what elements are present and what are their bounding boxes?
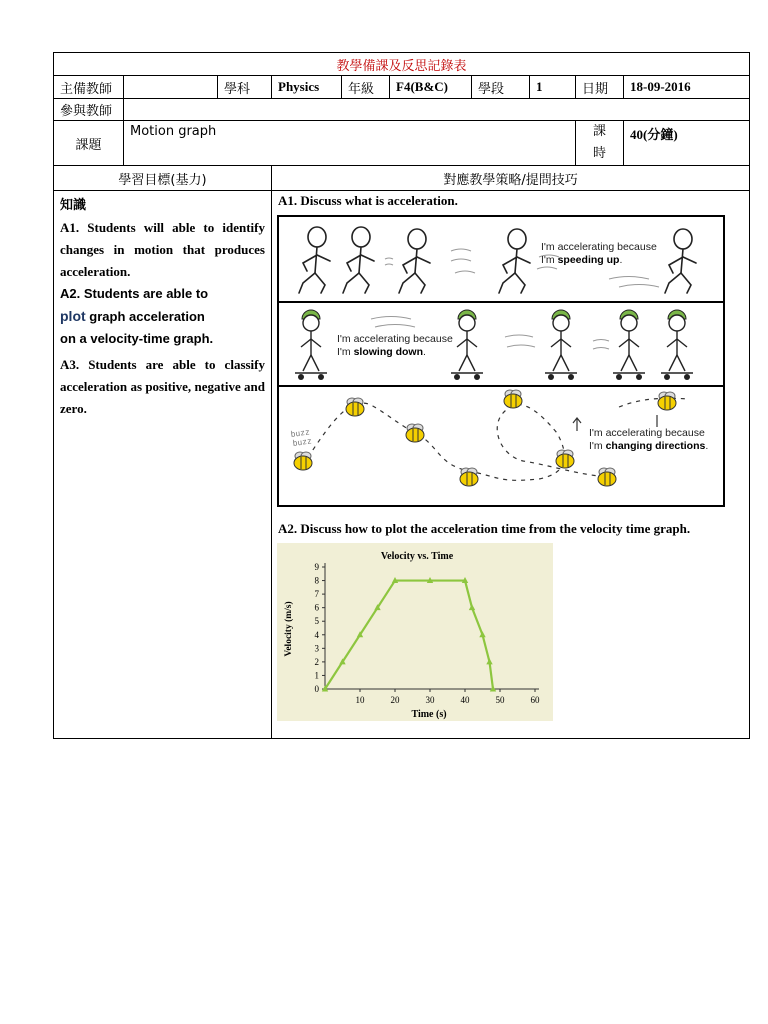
- caption2-emphasis: slowing down: [353, 346, 424, 358]
- changing-directions-band: [279, 385, 723, 505]
- chart-x-tick-label: 10: [355, 695, 365, 705]
- knowledge-heading: 知識: [60, 198, 87, 213]
- period-value: 40(分鐘): [624, 121, 750, 166]
- participants-value: [124, 99, 750, 121]
- objectives-header: 學習目標(基力): [54, 166, 272, 191]
- objective-a2-line2: graph acceleration: [85, 309, 205, 324]
- subject-label: 學科: [218, 76, 272, 99]
- caption2-line1: I'm accelerating because: [337, 333, 453, 345]
- strategy-a1-heading: A1. Discuss what is acceleration.: [278, 193, 458, 208]
- acceleration-illustration: [277, 215, 725, 507]
- lesson-plan-form: [53, 52, 749, 739]
- caption1-end: .: [619, 254, 623, 266]
- strategy-cell: [272, 191, 750, 739]
- main-teacher-label: 主備教師: [54, 76, 124, 99]
- velocity-time-graph: [277, 543, 553, 721]
- chart-y-axis-label: Velocity (m/s): [284, 601, 294, 657]
- period-label-2: 時: [592, 146, 606, 161]
- objective-a2-line1: A2. Students are able to: [60, 286, 209, 301]
- chart-x-axis-label: Time (s): [411, 709, 447, 720]
- main-teacher-value: [124, 76, 218, 99]
- period-label-1: 課: [592, 124, 606, 139]
- caption1-line1: I'm accelerating because: [541, 241, 657, 253]
- speeding-up-band: [279, 217, 723, 303]
- strategy-header: 對應教學策略/提問技巧: [272, 166, 750, 191]
- chart-y-tick-label: 2: [314, 656, 319, 667]
- objective-a2-plot-word: plot: [60, 308, 86, 324]
- chart-y-tick-label: 8: [314, 575, 319, 586]
- caption2-end: .: [423, 346, 426, 358]
- objective-a2: [60, 283, 265, 350]
- chart-x-tick-label: 40: [460, 695, 470, 705]
- participants-label: 參與教師: [54, 99, 124, 121]
- chart-y-tick-label: 0: [314, 684, 319, 694]
- chart-x-tick-label: 20: [390, 695, 400, 705]
- form-table: [53, 52, 750, 739]
- form-title: 教學備課及反思記錄表: [54, 53, 750, 76]
- chart-y-tick-label: 6: [314, 602, 319, 613]
- date-label: 日期: [576, 76, 624, 99]
- chart-data-point: [479, 631, 485, 637]
- objective-a3: A3. Students are able to classify acceleration as positive, negative and zero.: [60, 357, 265, 416]
- caption1-emphasis: speeding up: [557, 254, 620, 266]
- grade-label: 年級: [342, 76, 390, 99]
- chart-y-tick-label: 3: [314, 643, 319, 654]
- date-value: 18-09-2016: [624, 76, 750, 99]
- caption2-prefix: I'm: [337, 346, 354, 358]
- chart-x-tick-label: 30: [425, 695, 435, 705]
- caption1-prefix: I'm: [541, 254, 558, 266]
- caption3-end: .: [705, 440, 709, 452]
- topic-value: Motion graph: [124, 121, 576, 166]
- velocity-time-chart: [277, 543, 553, 721]
- chart-axes: [315, 562, 541, 705]
- changing-directions-caption: [589, 427, 708, 453]
- buzz-text-1: buzz: [290, 427, 311, 439]
- chart-x-tick-label: 60: [530, 695, 540, 705]
- caption3-line1: I'm accelerating because: [589, 427, 705, 439]
- chart-data-point: [469, 604, 475, 610]
- slowing-down-caption: [337, 333, 453, 359]
- subject-value: Physics: [272, 76, 342, 99]
- period-label: [576, 121, 624, 166]
- grade-value: F4(B&C): [390, 76, 472, 99]
- chart-y-tick-label: 7: [314, 589, 319, 600]
- chart-x-tick-label: 50: [495, 695, 505, 705]
- chart-series: [322, 577, 496, 691]
- strategy-a2-heading: A2. Discuss how to plot the acceleration time from the velocity time graph.: [278, 521, 691, 536]
- speeding-up-caption: [541, 241, 657, 267]
- chart-title: Velocity vs. Time: [380, 551, 454, 562]
- chart-y-tick-label: 1: [314, 670, 319, 681]
- slowing-down-band: [279, 301, 723, 387]
- chart-y-tick-label: 4: [314, 629, 319, 640]
- stage-label: 學段: [472, 76, 530, 99]
- caption3-prefix: I'm: [589, 440, 606, 452]
- buzz-text-2: buzz: [292, 436, 313, 448]
- chart-y-tick-label: 9: [314, 562, 319, 572]
- chart-series-line: [325, 581, 493, 689]
- objectives-cell: [54, 191, 272, 739]
- objective-a1: A1. Students will able to identify changes in motion that produces acceleration.: [60, 220, 265, 279]
- topic-label: 課題: [54, 121, 124, 166]
- chart-data-point: [486, 658, 492, 664]
- caption3-emphasis: changing directions: [605, 440, 706, 452]
- stage-value: 1: [530, 76, 576, 99]
- chart-y-tick-label: 5: [314, 616, 319, 627]
- objective-a2-line3: on a velocity-time graph.: [60, 331, 214, 346]
